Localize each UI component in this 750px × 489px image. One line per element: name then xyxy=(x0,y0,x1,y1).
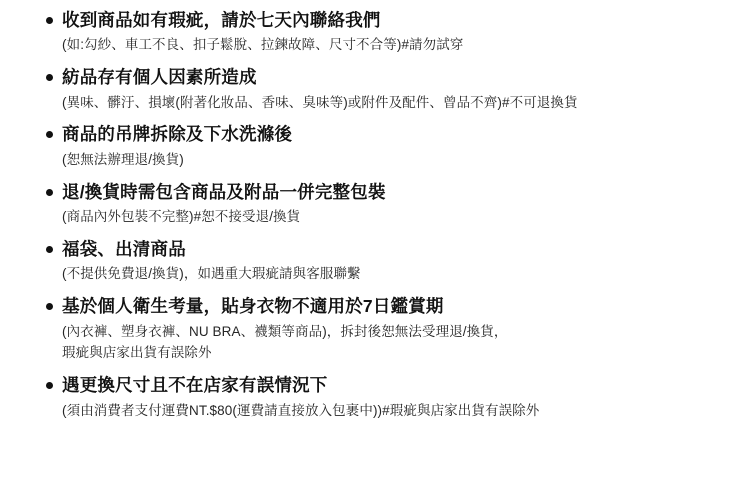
list-item xyxy=(0,65,750,113)
bullet-icon xyxy=(46,382,53,389)
bullet-icon xyxy=(46,131,53,138)
list-item xyxy=(0,180,750,228)
policy-detail xyxy=(62,263,750,285)
policy-detail-line: (內衣褲、塑身衣褲、NU BRA、襪類等商品)，拆封後恕無法受理退/換貨， xyxy=(62,323,508,339)
policy-detail-line: 瑕疵與店家出貨有誤除外 xyxy=(62,345,212,361)
policy-headline: 福袋、出清商品 xyxy=(62,238,186,259)
policy-detail xyxy=(62,321,750,365)
policy-detail-line: (商品內外包裝不完整)#恕不接受退/換貨 xyxy=(62,209,301,225)
policy-detail-line: (須由消費者支付運費NT.$80(運費請直接放入包裹中))#瑕疵與店家出貨有誤除外 xyxy=(62,402,540,418)
list-item xyxy=(0,237,750,285)
list-item xyxy=(0,122,750,170)
policy-detail-line: (異味、髒汙、損壞(附著化妝品、香味、臭味等)或附件及配件、曾品不齊)#不可退換貨 xyxy=(62,94,578,110)
policy-detail-line: (如:勾紗、車工不良、扣子鬆脫、拉鍊故障、尺寸不合等)#請勿試穿 xyxy=(62,37,464,53)
policy-headline: 基於個人衛生考量，貼身衣物不適用於7日鑑賞期 xyxy=(62,296,444,317)
policy-detail-line: (不提供免費退/換貨)，如遇重大瑕疵請與客服聯繫 xyxy=(62,266,361,282)
policy-headline: 紡品存有個人因素所造成 xyxy=(62,67,257,88)
list-item xyxy=(0,373,750,421)
policy-detail xyxy=(62,206,750,228)
policy-headline: 退/換貨時需包含商品及附品一併完整包裝 xyxy=(62,181,386,202)
policy-headline: 商品的吊牌拆除及下水洗滌後 xyxy=(62,124,293,145)
policy-detail xyxy=(62,149,750,171)
list-item xyxy=(0,8,750,56)
policy-detail xyxy=(62,34,750,56)
policy-detail-line: (恕無法辦理退/換貨) xyxy=(62,151,184,167)
bullet-icon xyxy=(46,246,53,253)
policy-headline: 遇更換尺寸且不在店家有誤情況下 xyxy=(62,375,328,396)
policy-headline: 收到商品如有瑕疵，請於七天內聯絡我們 xyxy=(62,10,381,30)
bullet-icon xyxy=(46,74,53,81)
policy-detail xyxy=(62,400,750,422)
bullet-icon xyxy=(46,303,53,310)
bullet-icon xyxy=(46,189,53,196)
bullet-icon xyxy=(46,17,53,24)
policy-detail xyxy=(62,92,750,114)
list-item xyxy=(0,294,750,364)
